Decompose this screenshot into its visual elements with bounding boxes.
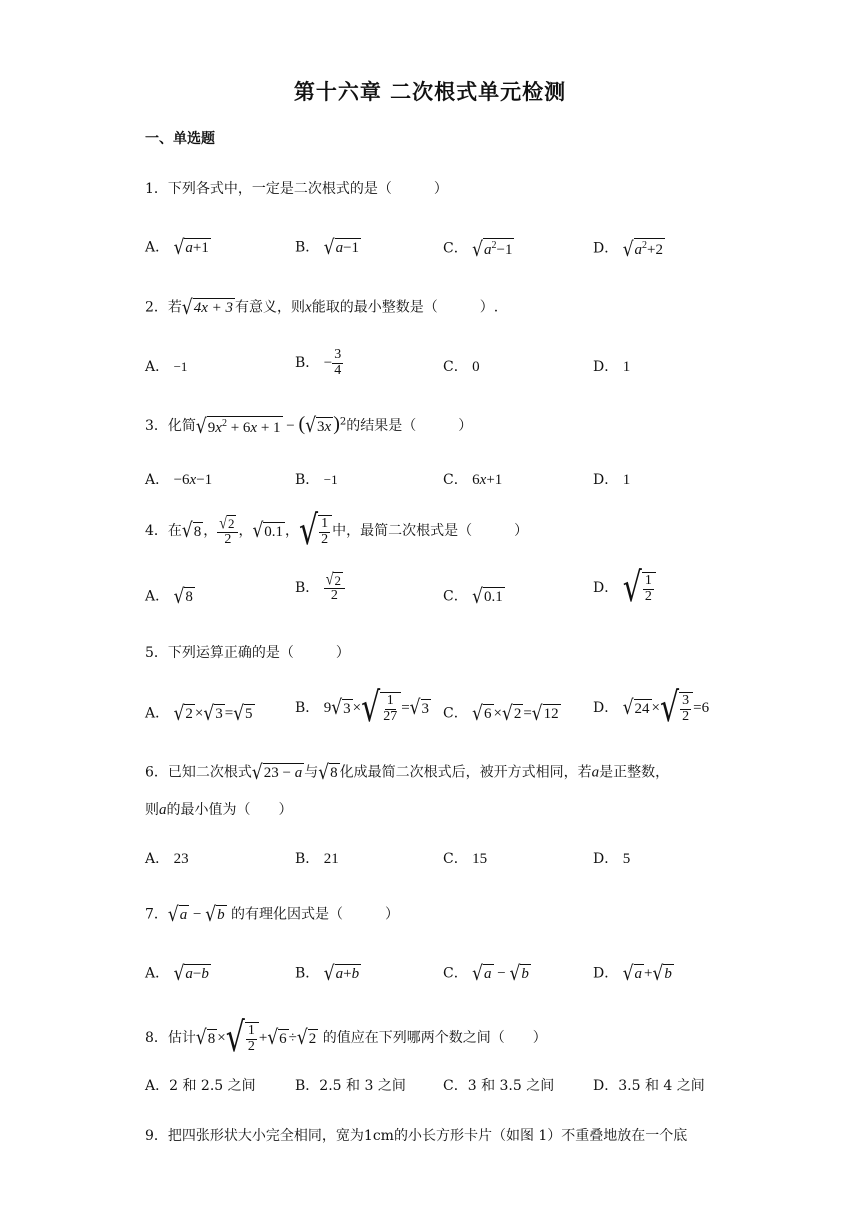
page-title: 第十六章 二次根式单元检测 — [293, 80, 567, 104]
question-7: 7． √ a − √ b 的有理化因式是（ ） — [145, 902, 400, 927]
q6-option-b: B． 21 — [295, 851, 339, 867]
q4-option-a: A． √ 8 — [145, 584, 193, 609]
q1-option-d: D． √ $a^2+2$ — [593, 237, 663, 262]
q4-option-d: D． √ $\frac{1}{2}$ — [593, 572, 656, 604]
q3-option-c: C． 6x+1 — [443, 472, 503, 488]
question-8: 8．估计 √ 8 × √ $\frac{1}{2}$ + √ 6 ÷ √ 2 的值应在下列哪两个数之间（ ） — [145, 1015, 547, 1063]
q6-option-d: D． 5 — [593, 851, 631, 867]
q7-option-b: B． √ a+b — [295, 961, 360, 986]
question-4: 4．在 √ 8 ， √ 2 2 ， √ 0.1 ， √ $\frac{1}{2}$ 中，最简二次根式是（ ） — [145, 508, 529, 556]
section-heading: 一、单选题 — [145, 131, 215, 147]
question-number: 1． — [145, 181, 168, 197]
q6-option-c: C． 15 — [443, 851, 488, 867]
q2-option-d: D． 1 — [593, 359, 631, 375]
question-6-line-2: 则a的最小值为（ ） — [145, 802, 293, 818]
q3-option-b: B． −1 — [295, 472, 338, 488]
q2-option-a: A． −1 — [145, 359, 188, 375]
question-text: 下列各式中，一定是二次根式的是（ ） — [167, 181, 448, 197]
q5-option-a: A． √ 2 × √ 3 = √ 5 — [145, 701, 253, 726]
q1-option-c: C． √ $a^2-1$ — [443, 237, 513, 262]
q8-option-b: B．2.5 和 3 之间 — [295, 1078, 406, 1094]
q3-option-d: D． 1 — [593, 472, 631, 488]
q6-option-a: A． 23 — [145, 851, 189, 867]
q4-option-b: B． √ 2 2 — [295, 572, 345, 604]
q5-option-d: D． √ 24 × √ $\frac{3}{2}$ =6 — [593, 685, 710, 733]
q3-option-a: A． −6x−1 — [145, 472, 213, 488]
question-9: 9．把四张形状大小完全相同，宽为1cm的小长方形卡片（如图 1）不重叠地放在一个底 — [145, 1128, 688, 1144]
q8-option-d: D．3.5 和 4 之间 — [593, 1078, 705, 1094]
q8-option-c: C．3 和 3.5 之间 — [443, 1078, 555, 1094]
q5-option-c: C． √ 6 × √ 2 = √ 12 — [443, 701, 559, 726]
q2-option-b: B． − $\frac{3}{4}$ — [295, 347, 342, 378]
q1-option-b: B． √ a−1 — [295, 235, 360, 260]
q7-option-a: A． √ a−b — [145, 961, 209, 986]
question-6: 6．已知二次根式 √ 23 − a 与 √ 8 化成最简二次根式后，被开方式相同，若a是正整数， — [145, 760, 670, 785]
question-5: 5．下列运算正确的是（ ） — [145, 645, 350, 661]
question-3: 3．化简 √ $9x^2 + 6x + 1$ − ( √ 3x )$^2$的结果是（ ） — [145, 413, 473, 440]
q7-option-c: C． √ a − √ b — [443, 961, 529, 986]
question-1 — [145, 182, 448, 196]
q7-option-d: D． √ a + √ b — [593, 961, 672, 986]
q2-option-c: C． 0 — [443, 359, 480, 375]
q5-option-b: B． 9 √ 3 × √ $\frac{1}{27}$ = √ 3 — [295, 685, 429, 733]
q4-option-c: C． √ 0.1 — [443, 584, 503, 609]
q8-option-a: A．2 和 2.5 之间 — [145, 1078, 256, 1094]
q1-option-a: A． √ a+1 — [145, 235, 209, 260]
question-2: 2．若 √ 4x + 3 有意义，则x能取的最小整数是（ ）. — [145, 295, 499, 320]
